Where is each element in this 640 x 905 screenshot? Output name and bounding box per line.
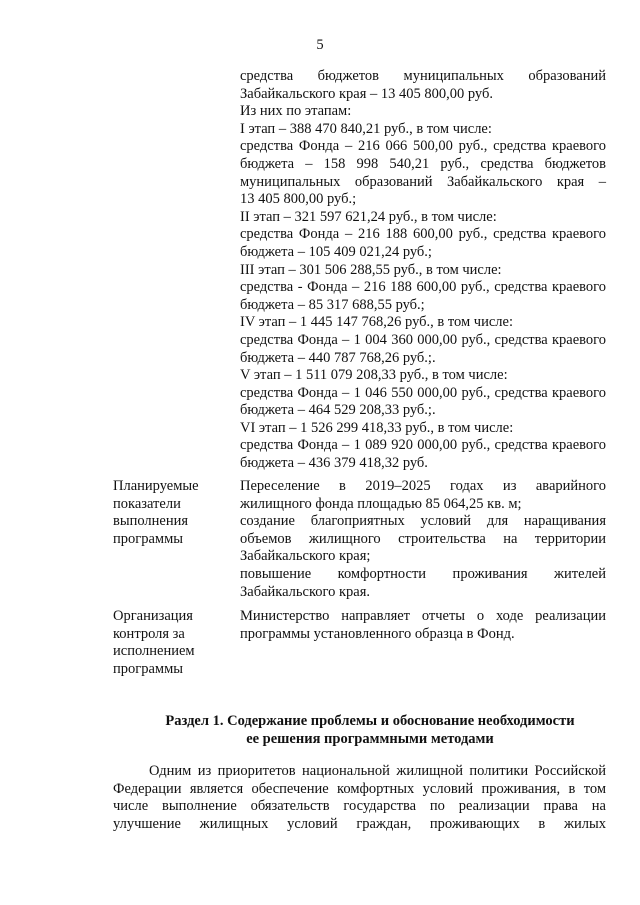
funding-line: средства Фонда – 1 089 920 000,00 руб., средства краевого bbox=[240, 437, 606, 454]
funding-line: бюджета – 436 379 418,32 руб. bbox=[240, 455, 428, 472]
label-line: Планируемые bbox=[113, 478, 199, 494]
stage-4-total: IV этап – 1 445 147 768,26 руб., в том числе: bbox=[240, 314, 513, 331]
funding-breakdown bbox=[240, 68, 606, 473]
stage-5-total: V этап – 1 511 079 208,33 руб., в том числе: bbox=[240, 367, 508, 384]
stage-6-total: VI этап – 1 526 299 418,33 руб., в том числе: bbox=[240, 419, 514, 436]
control-label bbox=[113, 608, 233, 678]
section-paragraph bbox=[113, 763, 606, 833]
funding-line: 13 405 800,00 руб.; bbox=[240, 191, 357, 208]
funding-line: Забайкальского края – 13 405 800,00 руб. bbox=[240, 85, 493, 102]
indicator-line: Переселение в 2019–2025 годах из аварийного bbox=[240, 478, 606, 494]
indicator-line: повышение комфортности проживания жителей bbox=[240, 565, 606, 582]
funding-line: муниципальных образований Забайкальского края – bbox=[240, 173, 606, 190]
stage-3-total: III этап – 301 506 288,55 руб., в том числе: bbox=[240, 261, 502, 278]
funding-line: средства бюджетов муниципальных образований bbox=[240, 68, 606, 84]
control-line: программы установленного образца в Фонд. bbox=[240, 625, 515, 642]
funding-line: бюджета – 85 317 688,55 руб.; bbox=[240, 296, 425, 313]
funding-line: бюджета – 105 409 021,24 руб.; bbox=[240, 243, 432, 260]
label-line: программы bbox=[113, 530, 183, 547]
indicator-line: Забайкальского края. bbox=[240, 583, 370, 600]
page-number: 5 bbox=[316, 37, 324, 53]
funding-line: бюджета – 464 529 208,33 руб.;. bbox=[240, 402, 436, 419]
paragraph-line: Федерации является обеспечение комфортных условий проживания, в том bbox=[113, 780, 606, 797]
paragraph-line: Одним из приоритетов национальной жилищной политики Российской bbox=[149, 763, 606, 779]
section-title-line: Раздел 1. Содержание проблемы и обоснование необходимости bbox=[165, 713, 575, 729]
funding-line: средства Фонда – 1 004 360 000,00 руб., средства краевого bbox=[240, 331, 606, 348]
funding-line: средства Фонда – 216 188 600,00 руб., средства краевого bbox=[240, 226, 606, 243]
funding-line: средства Фонда – 216 066 500,00 руб., средства краевого bbox=[240, 138, 606, 155]
stage-1-total: I этап – 388 470 840,21 руб., в том числе: bbox=[240, 120, 492, 137]
label-line: Организация bbox=[113, 608, 193, 624]
label-line: контроля за bbox=[113, 625, 185, 642]
funding-line: бюджета – 158 998 540,21 руб., средства бюджетов bbox=[240, 155, 606, 172]
funding-line: бюджета – 440 787 768,26 руб.;. bbox=[240, 349, 436, 366]
section-title-line: ее решения программными методами bbox=[246, 730, 494, 747]
funding-line: средства - Фонда – 216 188 600,00 руб., средства краевого bbox=[240, 279, 606, 296]
paragraph-line: улучшение жилищных условий граждан, проживающих в жилых bbox=[113, 815, 606, 832]
section-title bbox=[150, 713, 590, 748]
indicators-label bbox=[113, 478, 233, 548]
paragraph-line: числе выполнение обязательств государства по реализации права на bbox=[113, 798, 606, 815]
label-line: показатели bbox=[113, 495, 181, 512]
indicator-line: жилищного фонда площадью 85 064,25 кв. м; bbox=[240, 495, 522, 512]
control-text bbox=[240, 608, 606, 643]
label-line: исполнением bbox=[113, 643, 195, 660]
indicator-line: объемов жилищного строительства на территории bbox=[240, 530, 606, 547]
funding-line: Из них по этапам: bbox=[240, 103, 352, 120]
indicator-line: Забайкальского края; bbox=[240, 548, 371, 565]
label-line: программы bbox=[113, 660, 183, 677]
indicator-line: создание благоприятных условий для наращивания bbox=[240, 513, 606, 530]
funding-line: средства Фонда – 1 046 550 000,00 руб., средства краевого bbox=[240, 384, 606, 401]
stage-2-total: II этап – 321 597 621,24 руб., в том числе: bbox=[240, 208, 497, 225]
label-line: выполнения bbox=[113, 513, 189, 530]
control-line: Министерство направляет отчеты о ходе реализации bbox=[240, 608, 606, 624]
indicators-text bbox=[240, 478, 606, 601]
